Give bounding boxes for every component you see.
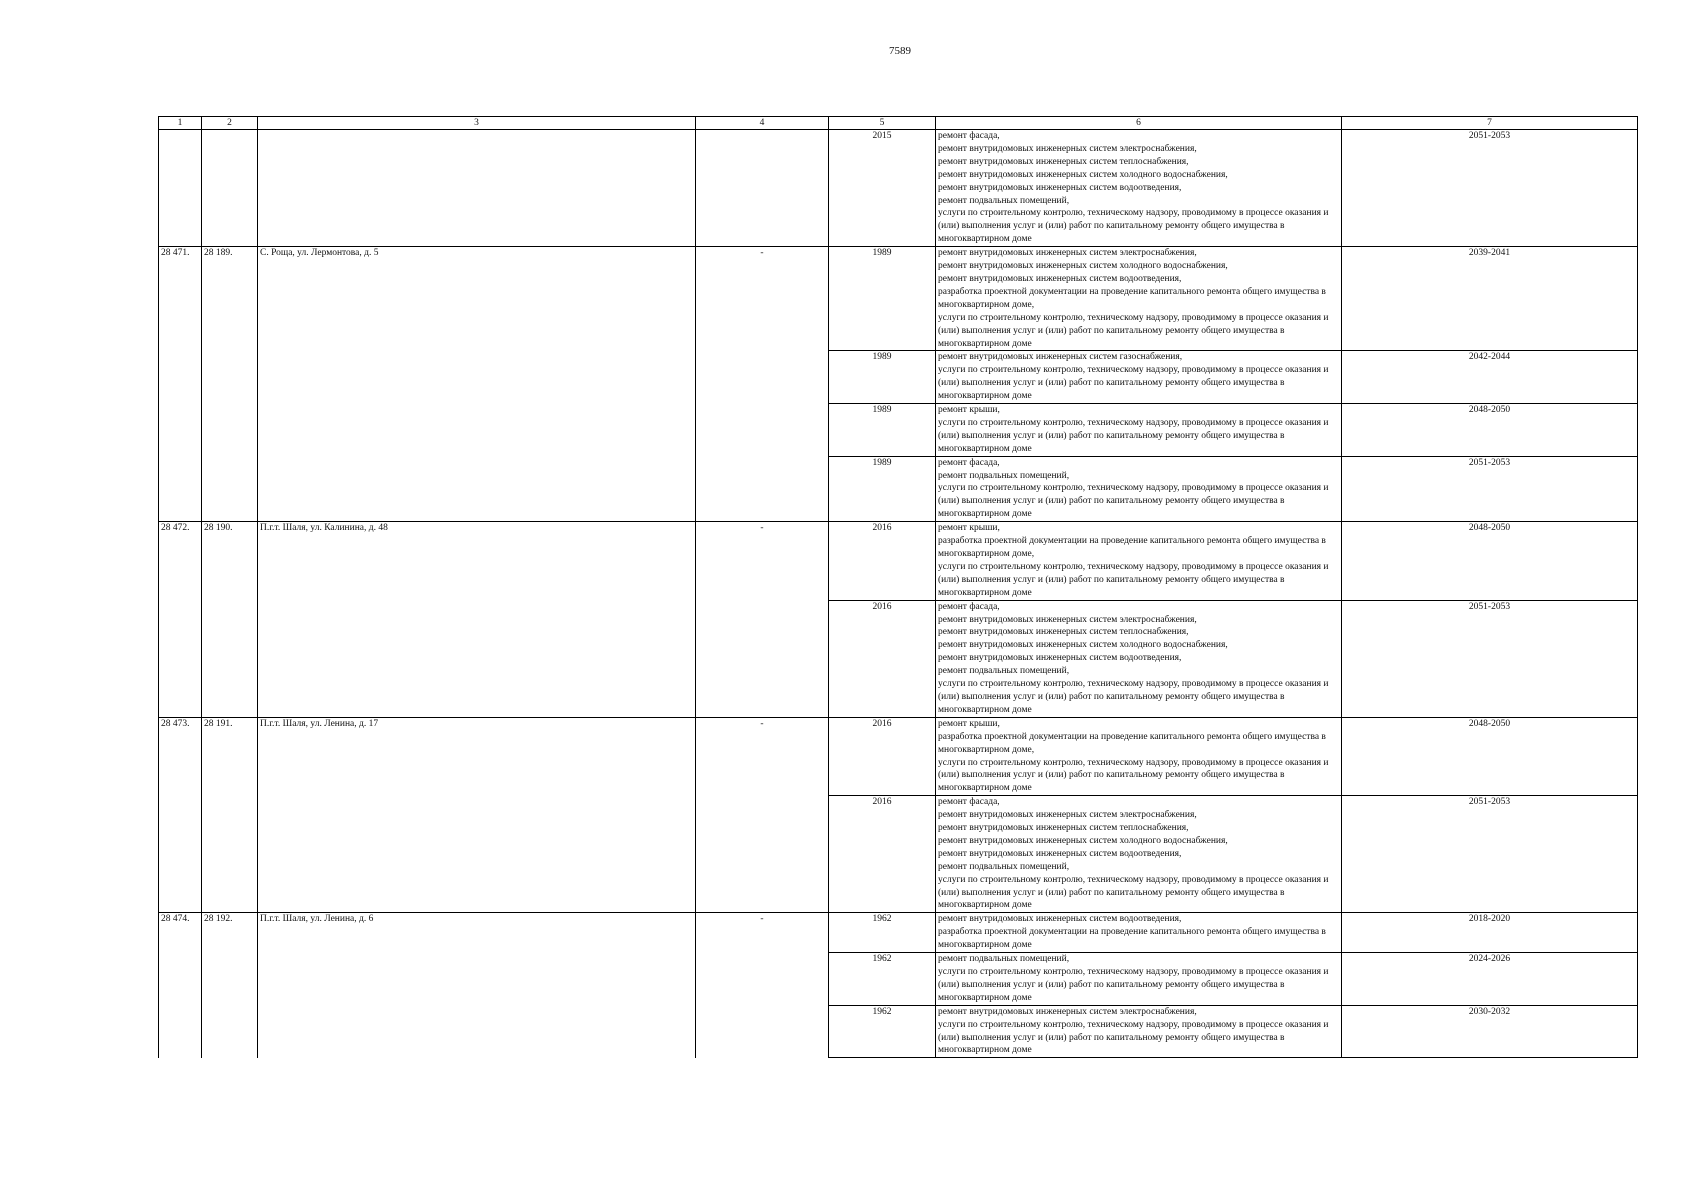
year: 1989 — [829, 247, 936, 351]
col4-value — [696, 130, 829, 247]
year: 2016 — [829, 717, 936, 795]
repair-period: 2042-2044 — [1342, 351, 1638, 404]
object-id: 28 191. — [202, 717, 258, 913]
header-col-4: 4 — [696, 117, 829, 130]
row-number: 28 474. — [159, 913, 202, 1058]
works-list: ремонт подвальных помещений, услуги по строительному контролю, техническому надзору, проводимому в процессе оказания и (или) выполнения услуг и (или) работ по капитальному ремонту общего имущества в многоквартирном доме — [936, 953, 1342, 1006]
works-list: ремонт крыши, услуги по строительному контролю, техническому надзору, проводимому в процессе оказания и (или) выполнения услуг и (или) работ по капитальному ремонту общего имущества в многоквартирном доме — [936, 404, 1342, 457]
table-row — [159, 913, 1638, 953]
repair-period: 2024-2026 — [1342, 953, 1638, 1006]
repair-period: 2051-2053 — [1342, 600, 1638, 717]
table-row — [159, 130, 1638, 247]
year: 1989 — [829, 456, 936, 522]
address: П.г.т. Шаля, ул. Ленина, д. 6 — [258, 913, 696, 1058]
year: 1962 — [829, 913, 936, 953]
col4-value: - — [696, 247, 829, 522]
year: 2016 — [829, 522, 936, 600]
header-col-1: 1 — [159, 117, 202, 130]
works-list: ремонт фасада, ремонт внутридомовых инженерных систем электроснабжения, ремонт внутридомовых инженерных систем теплоснабжения, ремонт внутридомовых инженерных систем холодного водоснабжения, ремонт внутридомовых инженерных систем водоотведения, ремонт подвальных помещений, услуги по строительному контролю, техническому надзору, проводимому в процессе оказания и (или) выполнения услуг и (или) работ по капитальному ремонту общего имущества в многоквартирном доме — [936, 600, 1342, 717]
works-list: ремонт внутридомовых инженерных систем газоснабжения, услуги по строительному контролю, техническому надзору, проводимому в процессе оказания и (или) выполнения услуг и (или) работ по капитальному ремонту общего имущества в многоквартирном доме — [936, 351, 1342, 404]
year: 1989 — [829, 404, 936, 457]
repair-period: 2051-2053 — [1342, 456, 1638, 522]
header-col-3: 3 — [258, 117, 696, 130]
col4-value: - — [696, 522, 829, 718]
works-list: ремонт фасада, ремонт внутридомовых инженерных систем электроснабжения, ремонт внутридомовых инженерных систем теплоснабжения, ремонт внутридомовых инженерных систем холодного водоснабжения, ремонт внутридомовых инженерных систем водоотведения, ремонт подвальных помещений, услуги по строительному контролю, техническому надзору, проводимому в процессе оказания и (или) выполнения услуг и (или) работ по капитальному ремонту общего имущества в многоквартирном доме — [936, 130, 1342, 247]
works-list: ремонт внутридомовых инженерных систем электроснабжения, услуги по строительному контролю, техническому надзору, проводимому в процессе оказания и (или) выполнения услуг и (или) работ по капитальному ремонту общего имущества в многоквартирном доме — [936, 1005, 1342, 1058]
year: 2016 — [829, 796, 936, 913]
works-list: ремонт фасада, ремонт внутридомовых инженерных систем электроснабжения, ремонт внутридомовых инженерных систем теплоснабжения, ремонт внутридомовых инженерных систем холодного водоснабжения, ремонт внутридомовых инженерных систем водоотведения, ремонт подвальных помещений, услуги по строительному контролю, техническому надзору, проводимому в процессе оказания и (или) выполнения услуг и (или) работ по капитальному ремонту общего имущества в многоквартирном доме — [936, 796, 1342, 913]
repair-period: 2018-2020 — [1342, 913, 1638, 953]
year: 2016 — [829, 600, 936, 717]
header-col-2: 2 — [202, 117, 258, 130]
header-col-5: 5 — [829, 117, 936, 130]
object-id: 28 190. — [202, 522, 258, 718]
col4-value: - — [696, 913, 829, 1058]
repair-period: 2051-2053 — [1342, 130, 1638, 247]
object-id — [202, 130, 258, 247]
page-number: 7589 — [889, 45, 911, 57]
works-list: ремонт крыши, разработка проектной документации на проведение капитального ремонта общего имущества в многоквартирном доме, услуги по строительному контролю, техническому надзору, проводимому в процессе оказания и (или) выполнения услуг и (или) работ по капитальному ремонту общего имущества в многоквартирном доме — [936, 522, 1342, 600]
table-row — [159, 247, 1638, 351]
table-header-row — [159, 117, 1638, 130]
repair-period: 2051-2053 — [1342, 796, 1638, 913]
repair-period: 2048-2050 — [1342, 717, 1638, 795]
year: 1962 — [829, 953, 936, 1006]
works-list: ремонт внутридомовых инженерных систем электроснабжения, ремонт внутридомовых инженерных систем холодного водоснабжения, ремонт внутридомовых инженерных систем водоотведения, разработка проектной документации на проведение капитального ремонта общего имущества в многоквартирном доме, услуги по строительному контролю, техническому надзору, проводимому в процессе оказания и (или) выполнения услуг и (или) работ по капитальному ремонту общего имущества в многоквартирном доме — [936, 247, 1342, 351]
object-id: 28 192. — [202, 913, 258, 1058]
header-col-6: 6 — [936, 117, 1342, 130]
table-row — [159, 717, 1638, 795]
year: 1989 — [829, 351, 936, 404]
repair-period: 2039-2041 — [1342, 247, 1638, 351]
address: С. Роща, ул. Лермонтова, д. 5 — [258, 247, 696, 522]
works-list: ремонт внутридомовых инженерных систем водоотведения, разработка проектной документации на проведение капитального ремонта общего имущества в многоквартирном доме — [936, 913, 1342, 953]
header-col-7: 7 — [1342, 117, 1638, 130]
table-row — [159, 522, 1638, 600]
year: 1962 — [829, 1005, 936, 1058]
repair-period: 2048-2050 — [1342, 404, 1638, 457]
repair-period: 2030-2032 — [1342, 1005, 1638, 1058]
row-number: 28 472. — [159, 522, 202, 718]
works-list: ремонт фасада, ремонт подвальных помещений, услуги по строительному контролю, техническому надзору, проводимому в процессе оказания и (или) выполнения услуг и (или) работ по капитальному ремонту общего имущества в многоквартирном доме — [936, 456, 1342, 522]
address: П.г.т. Шаля, ул. Калинина, д. 48 — [258, 522, 696, 718]
year: 2015 — [829, 130, 936, 247]
address: П.г.т. Шаля, ул. Ленина, д. 17 — [258, 717, 696, 913]
row-number: 28 471. — [159, 247, 202, 522]
col4-value: - — [696, 717, 829, 913]
repair-period: 2048-2050 — [1342, 522, 1638, 600]
object-id: 28 189. — [202, 247, 258, 522]
row-number: 28 473. — [159, 717, 202, 913]
address — [258, 130, 696, 247]
row-number — [159, 130, 202, 247]
repair-schedule-table — [158, 116, 1638, 1058]
works-list: ремонт крыши, разработка проектной документации на проведение капитального ремонта общего имущества в многоквартирном доме, услуги по строительному контролю, техническому надзору, проводимому в процессе оказания и (или) выполнения услуг и (или) работ по капитальному ремонту общего имущества в многоквартирном доме — [936, 717, 1342, 795]
